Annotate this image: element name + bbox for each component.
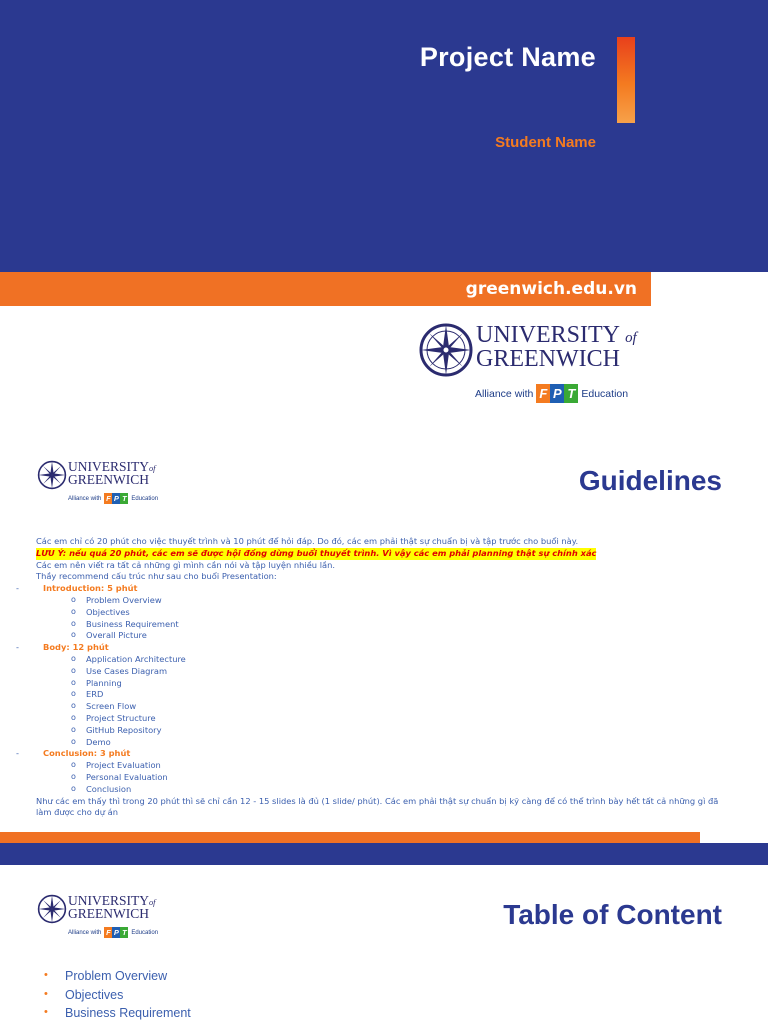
toc-item: • Business Requirement bbox=[44, 1006, 191, 1025]
university-logo-small bbox=[37, 458, 172, 508]
list-item: o Use Cases Diagram bbox=[36, 666, 736, 678]
alliance-line: Alliance with F P T Education bbox=[68, 928, 159, 937]
university-name-line2: GREENWICH bbox=[68, 472, 149, 487]
toc-title: Table of Content bbox=[503, 899, 722, 930]
section-heading: - Conclusion: 3 phút bbox=[16, 748, 736, 760]
student-name: Student Name bbox=[495, 134, 596, 151]
university-name-line1: UNIVERSITYof bbox=[68, 893, 156, 908]
fpt-logo: F P T bbox=[106, 494, 127, 503]
guideline-line: Các em nên viết ra tất cả những gì mình cần nói và tập luyện nhiều lần. bbox=[36, 559, 335, 570]
fpt-logo: F P T bbox=[536, 384, 578, 403]
list-item: o Planning bbox=[36, 678, 736, 690]
fpt-logo: F P T bbox=[106, 928, 127, 937]
footer-navy-bar bbox=[0, 843, 768, 865]
alliance-line: Alliance with F P T Education bbox=[68, 494, 159, 503]
footer-orange-bar bbox=[0, 832, 700, 843]
guidelines-title: Guidelines bbox=[578, 465, 722, 496]
list-item: o Conclusion bbox=[36, 784, 736, 796]
toc-slide bbox=[0, 865, 768, 1024]
list-item: o Business Requirement bbox=[36, 619, 736, 631]
section-heading: - Introduction: 5 phút bbox=[16, 583, 736, 595]
guideline-closing: Như các em thấy thì trong 20 phút thì sẽ chỉ cần 12 - 15 slides là đủ (1 slide/ phút). Các em phải thật sự chuẩn bị kỹ càng để có thể trình bày hết tất cả những gì đã làm được cho dự án bbox=[36, 795, 719, 818]
project-name-title: Project Name bbox=[419, 42, 596, 72]
section-heading: - Body: 12 phút bbox=[16, 642, 736, 654]
compass-icon bbox=[37, 460, 67, 490]
university-name-line1: UNIVERSITYof bbox=[68, 459, 156, 474]
compass-icon bbox=[37, 894, 67, 924]
list-item: o Project Structure bbox=[36, 713, 736, 725]
list-item: o Application Architecture bbox=[36, 654, 736, 666]
guideline-line: Thầy recommend cấu trúc như sau cho buổi Presentation: bbox=[36, 571, 277, 582]
title-slide bbox=[0, 0, 768, 425]
list-item: o Personal Evaluation bbox=[36, 772, 736, 784]
university-name-line1: UNIVERSITY of bbox=[476, 322, 637, 348]
list-item: o ERD bbox=[36, 689, 736, 701]
guidelines-slide bbox=[0, 425, 768, 865]
list-item: o Demo bbox=[36, 737, 736, 749]
university-name-line2: GREENWICH bbox=[68, 906, 149, 921]
list-item: o Overall Picture bbox=[36, 630, 736, 642]
list-item: o Screen Flow bbox=[36, 701, 736, 713]
list-item: o Problem Overview bbox=[36, 595, 736, 607]
guidelines-body bbox=[36, 536, 736, 819]
guideline-warning: LƯU Ý: nếu quá 20 phút, các em sẽ được hội đồng dừng buổi thuyết trình. Vì vậy các em phải planning thật sự chính xác bbox=[36, 547, 597, 558]
list-item: o GitHub Repository bbox=[36, 725, 736, 737]
accent-bar bbox=[617, 37, 635, 123]
website-link[interactable]: greenwich.edu.vn bbox=[465, 279, 637, 299]
compass-icon bbox=[418, 322, 474, 378]
title-banner bbox=[0, 0, 768, 272]
list-item: o Objectives bbox=[36, 607, 736, 619]
university-logo bbox=[418, 320, 648, 405]
university-name-line2: GREENWICH bbox=[476, 346, 620, 372]
toc-item: • Objectives bbox=[44, 988, 191, 1007]
university-logo-small bbox=[37, 892, 172, 942]
guideline-intro: Các em chỉ có 20 phút cho việc thuyết trình và 10 phút để hỏi đáp. Do đó, các em phải thật sự chuẩn bị và tập trước cho buổi này. bbox=[36, 536, 579, 546]
toc-item: • Problem Overview bbox=[44, 969, 191, 988]
toc-list bbox=[44, 969, 191, 1025]
alliance-line: Alliance with F P T Education bbox=[475, 386, 629, 401]
list-item: o Project Evaluation bbox=[36, 760, 736, 772]
